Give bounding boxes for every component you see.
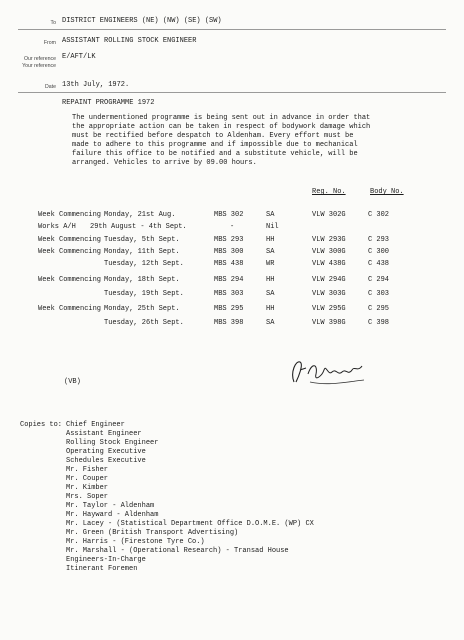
reg-cell: VLW 293G [312,236,346,244]
list-item: Mr. Marshall - (Operational Research) - Transad House [66,547,289,555]
our-reference-value: E/AFT/LK [62,53,96,61]
list-item: Rolling Stock Engineer [66,439,159,447]
day-cell: Monday, 21st Aug. [104,211,176,219]
schedule-row [38,260,418,269]
schedule-row [38,211,418,220]
body-cell: C 302 [368,211,390,219]
list-item: Operating Executive [66,448,146,456]
fleet-cell: - [230,223,235,231]
week-cell: Works A/H [38,223,76,231]
date-label: Date [45,84,56,90]
code-cell: SA [266,290,275,298]
schedule-row [38,223,418,232]
subject-heading: REPAINT PROGRAMME 1972 [62,99,155,107]
list-item: Mr. Fisher [66,466,109,474]
list-item: Mr. Green (British Transport Advertising) [66,529,239,537]
reg-cell: VLW 303G [312,290,346,298]
fleet-cell: MBS 300 [214,248,244,256]
list-item: Itinerant Foremen [66,565,138,573]
copies-label: Copies to: [20,421,63,429]
list-item: Mr. Taylor - Aldenham [66,502,155,510]
schedule-row [38,248,418,257]
from-value: ASSISTANT ROLLING STOCK ENGINEER [62,37,197,45]
schedule-row [38,276,418,285]
reg-cell: VLW 438G [312,260,346,268]
week-cell: Week Commencing [38,211,102,219]
body-paragraph: The undermentioned programme is being sent out in advance in order that the appropriate action can be taken in respect of bodywork damage which must be rectified before despatch to Aldenham. Every effort must be made to adhere to this programme and if impossible due to mechanical failure this office to be notified and a substitute vehicle, will be arranged. Vehicles to arrive by 09.00 hours. [72,114,371,167]
code-cell: HH [266,305,275,313]
day-cell: Tuesday, 26th Sept. [104,319,184,327]
day-cell: Monday, 11th Sept. [104,248,180,256]
fleet-cell: MBS 398 [214,319,244,327]
list-item: Mr. Couper [66,475,109,483]
list-item: Chief Engineer [66,421,125,429]
code-cell: SA [266,319,275,327]
list-item: Mr. Harris - (Firestone Tyre Co.) [66,538,205,546]
list-item: Schedules Executive [66,457,146,465]
body-cell: C 300 [368,248,390,256]
reg-no-header: Reg. No. [312,188,346,196]
fleet-cell: MBS 302 [214,211,244,219]
fleet-cell: MBS 294 [214,276,244,284]
body-no-header: Body No. [370,188,404,196]
reg-cell: VLW 302G [312,211,346,219]
fleet-cell: MBS 438 [214,260,244,268]
week-cell: Week Commencing [38,305,102,313]
from-label: From [43,40,56,46]
reg-cell: VLW 300G [312,248,346,256]
typist-initials: (VB) [64,378,81,386]
body-cell: C 303 [368,290,390,298]
fleet-cell: MBS 295 [214,305,244,313]
code-cell: WR [266,260,275,268]
our-reference-label: Our reference [23,56,56,62]
day-cell: Tuesday, 19th Sept. [104,290,184,298]
day-cell: Monday, 18th Sept. [104,276,180,284]
body-cell: C 438 [368,260,390,268]
fleet-cell: MBS 303 [214,290,244,298]
date-value: 13th July, 1972. [62,81,130,89]
to-label: To [50,20,56,26]
list-item: Mr. Lacey - (Statistical Department Office D.O.M.E. (WP) CX [66,520,314,528]
list-item: Engineers-In-Charge [66,556,146,564]
your-reference-label: Your reference [22,63,56,69]
header-rule [18,29,446,30]
signature [288,352,368,390]
reg-cell: VLW 398G [312,319,346,327]
list-item: Mr. Kimber [66,484,109,492]
day-cell: Tuesday, 12th Sept. [104,260,184,268]
header-rule [18,92,446,93]
code-cell: SA [266,211,275,219]
day-cell: Tuesday, 5th Sept. [104,236,180,244]
reg-cell: VLW 295G [312,305,346,313]
schedule-row [38,319,418,328]
schedule-row [38,305,418,314]
week-cell: Week Commencing [38,236,102,244]
code-cell: Nil [266,223,279,231]
day-cell: Monday, 25th Sept. [104,305,180,313]
code-cell: SA [266,248,275,256]
list-item: Mrs. Soper [66,493,109,501]
week-cell: Week Commencing [38,276,102,284]
body-cell: C 398 [368,319,390,327]
reg-cell: VLW 294G [312,276,346,284]
schedule-row [38,236,418,245]
list-item: Assistant Engineer [66,430,142,438]
body-cell: C 293 [368,236,390,244]
code-cell: HH [266,236,275,244]
week-cell: Week Commencing [38,248,102,256]
schedule-row [38,290,418,299]
fleet-cell: MBS 293 [214,236,244,244]
day-cell: 29th August - 4th Sept. [90,223,187,231]
to-value: DISTRICT ENGINEERS (NE) (NW) (SE) (SW) [62,17,222,25]
body-cell: C 295 [368,305,390,313]
list-item: Mr. Hayward - Aldenham [66,511,159,519]
code-cell: HH [266,276,275,284]
body-cell: C 294 [368,276,390,284]
